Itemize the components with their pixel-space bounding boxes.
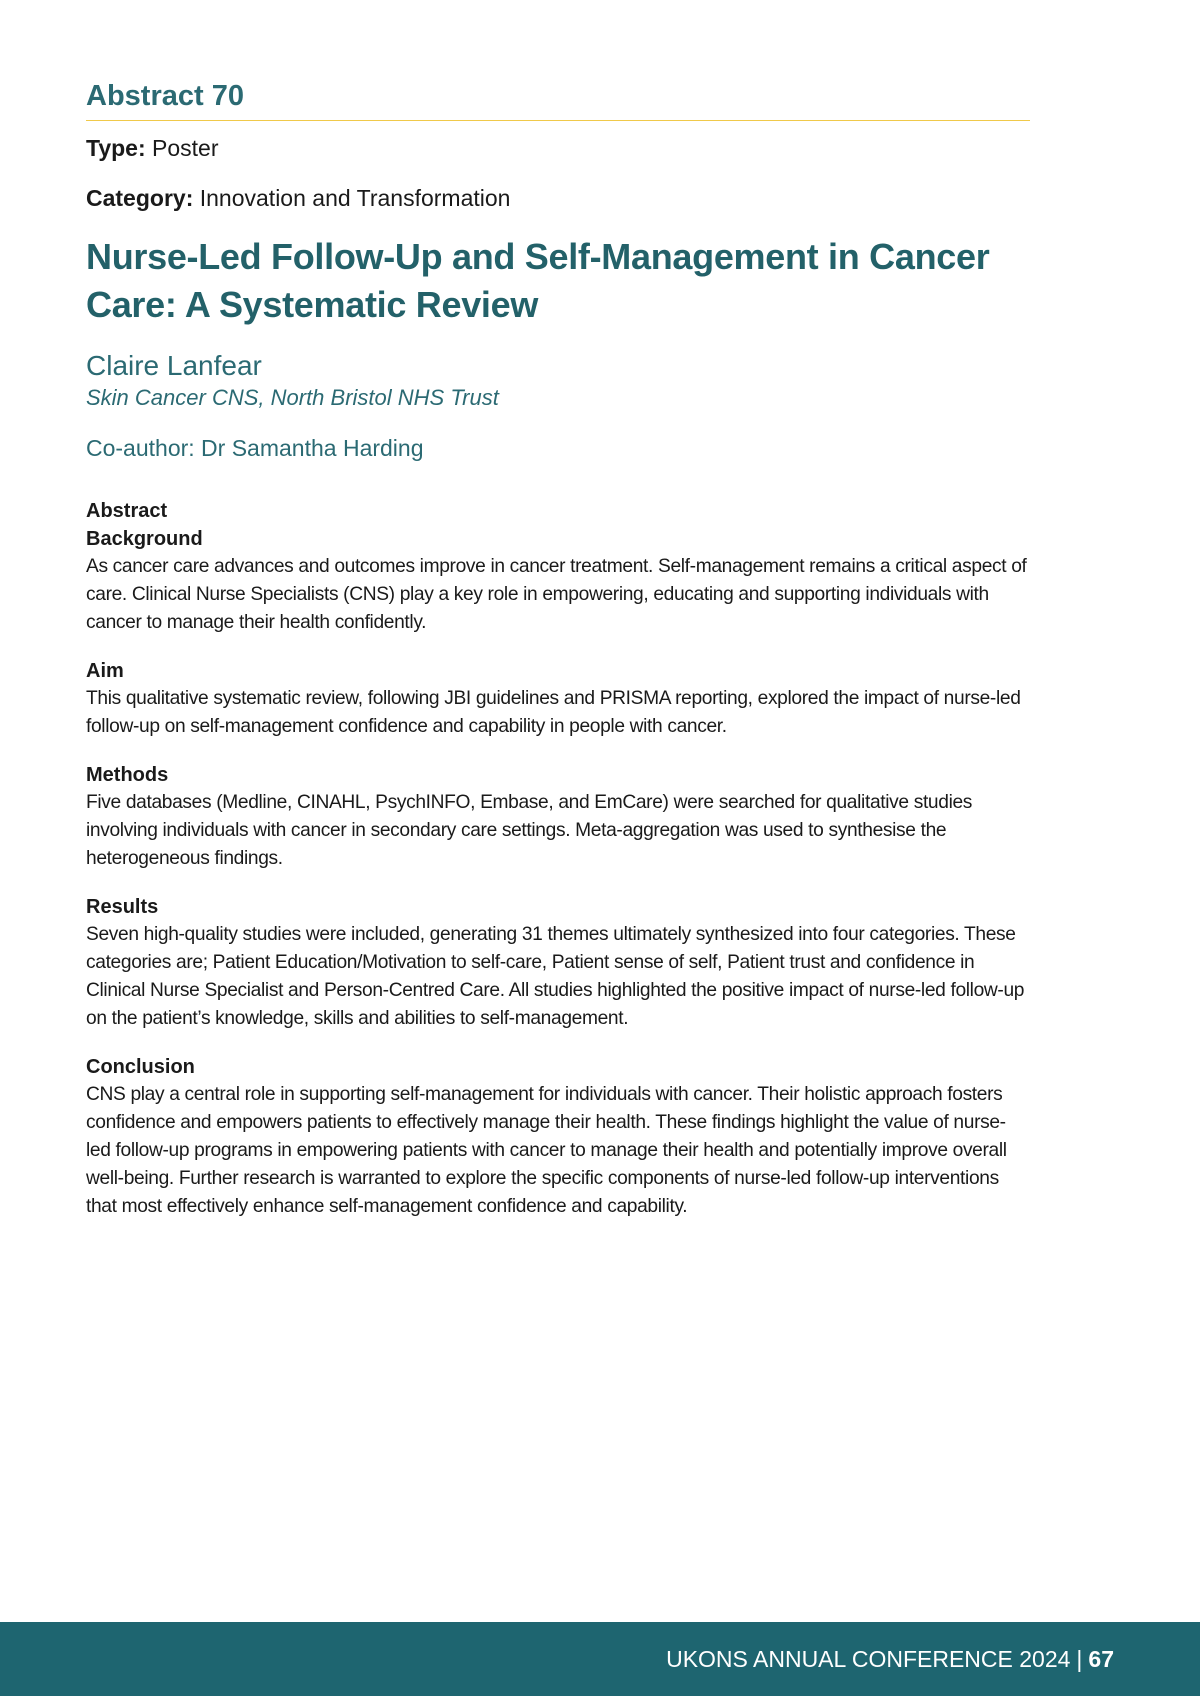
section-body: Seven high-quality studies were included, generating 31 themes ultimately synthesized into four categories. These categories are; Patient Education/Motivation to self-care, Patient sense of self, Patient trust and confidence in Clinical Nurse Specialist and Person-Centred Care. All studies highlighted the positive impact of nurse-led follow-up on the patient’s knowledge, skills and abilities to self-management.: [86, 924, 1025, 1029]
footer-page-number: 67: [1088, 1646, 1114, 1672]
section-background: [86, 525, 1030, 637]
section-heading: Conclusion: [86, 1056, 195, 1078]
section-body: Five databases (Medline, CINAHL, PsychINFO, Embase, and EmCare) were searched for qualitative studies involving individuals with cancer in secondary care settings. Meta-aggregation was used to synthesise the heterogeneous findings.: [86, 792, 973, 869]
section-body: This qualitative systematic review, following JBI guidelines and PRISMA reporting, explored the impact of nurse-led follow-up on self-management confidence and capability in people with cancer.: [86, 688, 1021, 737]
abstract-number: Abstract 70: [86, 78, 1030, 121]
section-heading: Results: [86, 896, 159, 918]
section-heading: Methods: [86, 764, 169, 786]
section-body: CNS play a central role in supporting self-management for individuals with cancer. Their holistic approach fosters confidence and empowers patients to effectively manage their health. These findings highlight the value of nurse-led follow-up programs in empowering patients with cancer to manage their health and potentially improve overall well-being. Further research is warranted to explore the specific components of nurse-led follow-up interventions that most effectively enhance self-management confidence and capability.: [86, 1084, 1007, 1217]
category-label: Category:: [86, 185, 194, 211]
author-name: Claire Lanfear: [86, 350, 262, 381]
section-heading: Background: [86, 528, 203, 550]
page-footer: [0, 1622, 1200, 1696]
abstract-heading: Abstract: [86, 500, 168, 522]
section-conclusion: [86, 1053, 1030, 1221]
footer-conference: UKONS ANNUAL CONFERENCE 2024: [666, 1646, 1071, 1672]
section-results: [86, 893, 1030, 1033]
section-heading: Aim: [86, 660, 124, 682]
footer-text: [666, 1644, 1114, 1674]
abstract-page: [86, 78, 1030, 1221]
section-methods: [86, 761, 1030, 873]
category-value: Innovation and Transformation: [199, 185, 511, 211]
category-line: [86, 183, 1030, 213]
coauthor: Co-author: Dr Samantha Harding: [86, 435, 424, 461]
footer-separator: |: [1076, 1646, 1083, 1672]
type-line: [86, 133, 1030, 163]
type-value: Poster: [152, 135, 219, 161]
section-aim: [86, 657, 1030, 741]
section-body: As cancer care advances and outcomes improve in cancer treatment. Self-management remains a critical aspect of care. Clinical Nurse Specialists (CNS) play a key role in empowering, educating and supporting individuals with cancer to manage their health confidently.: [86, 556, 1027, 633]
type-label: Type:: [86, 135, 146, 161]
author-affiliation: Skin Cancer CNS, North Bristol NHS Trust: [86, 385, 499, 410]
abstract-title: Nurse-Led Follow-Up and Self-Management in Cancer Care: A Systematic Review: [86, 236, 990, 325]
